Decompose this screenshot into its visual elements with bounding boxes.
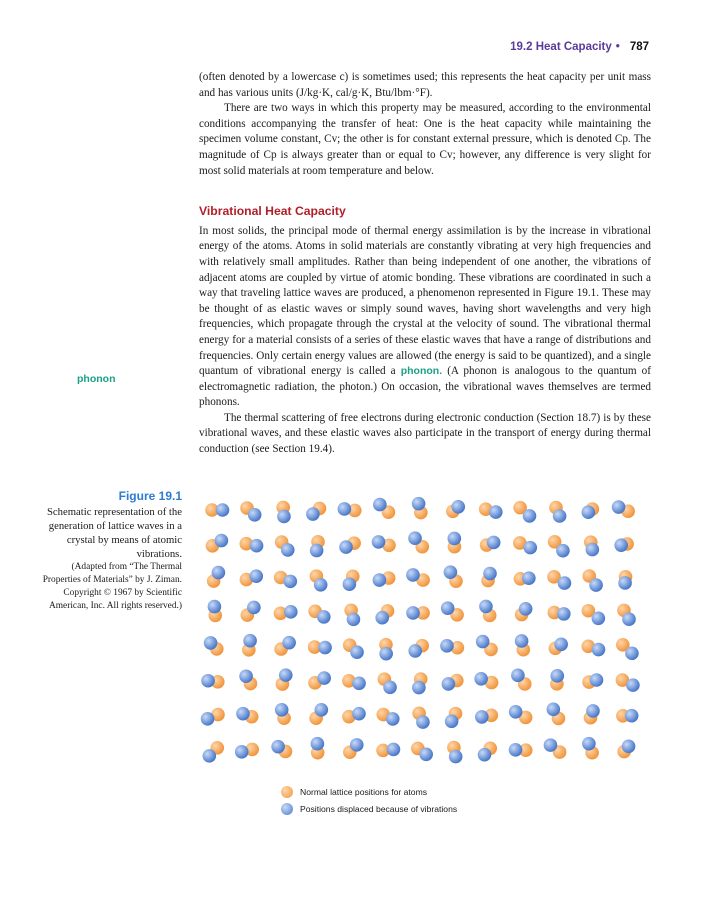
displaced-atom	[475, 710, 489, 724]
displaced-atom	[347, 613, 361, 627]
displaced-atom	[315, 703, 329, 717]
displaced-atom	[383, 680, 397, 694]
displaced-atom	[412, 497, 426, 511]
displaced-atom	[444, 565, 458, 579]
displaced-atom	[442, 677, 456, 691]
displaced-atom	[275, 703, 289, 717]
displaced-atom	[282, 636, 296, 650]
displaced-atom	[310, 544, 324, 558]
displaced-atom	[592, 643, 606, 657]
paragraph-3-part-a: In most solids, the principal mode of thermal energy assimilation is by the increase in vibrational energy of the atoms. Atoms in solid materials are constantly vibrating at very high frequencies and with relatively small amplitudes. Rather than being independent of one another, the vibrations of adjacent atoms are coupled by virtue of atomic bonding. These vibrations are coordinated in such a way that traveling lattice waves are produced, a phenomenon represented in Figure 19.1. These may be thought of as elastic waves or simply sound waves, having short wavelengths and very high frequencies, which propagate through the crystal at the velocity of sound. The vibrational thermal energy for a material consists of a series of these elastic waves that have a range of distributions and frequencies. Only certain energy values are allowed (the energy is said to be quantized), and a single quantum of vibrational energy is called a	[199, 224, 651, 378]
displaced-atom	[279, 668, 293, 682]
displaced-atom	[408, 644, 422, 658]
page-number: 787	[629, 41, 649, 53]
displaced-atom	[406, 606, 420, 620]
displaced-atom	[626, 678, 640, 692]
displaced-atom	[441, 601, 455, 615]
displaced-atom	[622, 740, 636, 754]
displaced-atom	[281, 543, 295, 557]
paragraph-2: There are two ways in which this property may be measured, according to the environmental conditions accompanying the transfer of heat: One is the heat capacity while maintaining the specimen volume constant, Cv; the other is for constant external pressure, which is denoted Cp. The magnitude of Cp is always greater than or equal to Cv; however, any difference is very slight for most solid materials at room temperature and below.	[199, 102, 651, 177]
displaced-atom	[590, 673, 604, 687]
displaced-atom	[216, 503, 230, 517]
displaced-atom	[243, 634, 257, 648]
legend-normal	[281, 786, 427, 798]
displaced-atom	[547, 703, 561, 717]
displaced-atom	[614, 538, 628, 552]
displaced-atom	[556, 544, 570, 558]
displaced-atom	[557, 607, 571, 621]
displaced-atom	[558, 576, 572, 590]
displaced-atom	[215, 534, 229, 548]
header-separator: •	[615, 41, 620, 53]
displaced-atom	[250, 539, 264, 553]
displaced-atom	[522, 571, 536, 585]
displaced-atom	[519, 602, 533, 616]
displaced-atom	[284, 605, 298, 619]
displaced-atom	[306, 507, 320, 521]
displaced-atom	[350, 738, 364, 752]
displaced-atom	[236, 707, 250, 721]
displaced-atom	[247, 601, 261, 615]
displaced-atom	[201, 674, 215, 688]
displaced-atom	[440, 639, 454, 653]
displaced-atom	[582, 505, 596, 519]
figure-credit: (Adapted from “The Thermal Properties of Materials” by J. Ziman. Copyright © 1967 by Scientific American, Inc. All rights reserved.)	[42, 562, 182, 611]
displaced-atom	[478, 748, 492, 762]
displaced-atom	[386, 712, 400, 726]
displaced-atom	[479, 600, 493, 614]
displaced-atom	[618, 576, 632, 590]
displaced-atom	[339, 540, 353, 554]
displaced-atom	[586, 543, 600, 557]
legend-normal-label: Normal lattice positions for atoms	[300, 787, 428, 797]
displaced-atom	[379, 647, 393, 661]
displaced-atom	[622, 612, 636, 626]
displaced-atom	[317, 671, 331, 685]
displaced-atom	[582, 737, 596, 751]
displaced-atom	[204, 636, 218, 650]
displaced-atom	[372, 535, 386, 549]
displaced-atom	[449, 750, 463, 764]
displaced-atom	[523, 541, 537, 555]
legend-displaced-label: Positions displaced because of vibrations	[300, 804, 458, 814]
displaced-atom	[553, 509, 567, 523]
displaced-atom	[419, 748, 433, 762]
displaced-atom	[589, 578, 603, 592]
displaced-atom	[343, 577, 357, 591]
displaced-atom	[612, 500, 626, 514]
figure-label: Figure 19.1	[118, 489, 182, 503]
displaced-atom	[284, 575, 298, 589]
displaced-atom	[249, 569, 263, 583]
displaced-atom	[489, 505, 503, 519]
displaced-atom	[271, 740, 285, 754]
paragraph-4: The thermal scattering of free electrons during electronic conduction (Section 18.7) is by these vibrational waves, and these elastic waves also participate in the transport of energy during thermal conduction (see Section 19.4).	[199, 411, 651, 456]
displaced-atom	[509, 705, 523, 719]
displaced-atom	[387, 743, 401, 757]
key-term-phonon: phonon.	[400, 365, 443, 378]
displaced-atom	[352, 676, 366, 690]
displaced-atom	[451, 500, 465, 514]
displaced-atom	[212, 566, 226, 580]
displaced-atom	[203, 749, 217, 763]
displaced-atom	[515, 634, 529, 648]
displaced-atom	[350, 645, 364, 659]
displaced-atom	[509, 743, 523, 757]
displaced-atom	[235, 745, 249, 759]
paragraph-3-part-b: (A phonon is analogous to the quantum of electromagnetic radiation, the photon.) On occasion, the vibrational waves themselves are termed phonons.	[199, 365, 652, 409]
displaced-atom	[318, 641, 332, 655]
displaced-atom	[445, 714, 459, 728]
displaced-atom	[625, 646, 639, 660]
displaced-atom	[311, 737, 325, 751]
displaced-atom	[277, 510, 291, 524]
displaced-atom	[625, 709, 639, 723]
displaced-atom	[373, 498, 387, 512]
section-heading: Vibrational Heat Capacity	[199, 204, 346, 219]
displaced-atom	[408, 531, 422, 545]
displaced-atom	[476, 635, 490, 649]
displaced-atom	[448, 532, 462, 546]
figure-caption-text: Schematic representation of the generation of lattice waves in a crystal by means of atomic vibrations.	[46, 506, 182, 560]
displaced-atom	[201, 712, 215, 726]
orange-circle-icon	[281, 786, 293, 798]
margin-glossary-term: phonon	[77, 373, 116, 385]
displaced-atom	[352, 707, 366, 721]
displaced-atom	[248, 508, 262, 522]
section-title: 19.2 Heat Capacity	[510, 41, 612, 53]
displaced-atom	[483, 567, 497, 581]
displaced-atom	[416, 715, 430, 729]
displaced-atom	[412, 681, 426, 695]
displaced-atom	[375, 611, 389, 625]
displaced-atom	[523, 509, 537, 523]
displaced-atom	[550, 669, 564, 683]
paragraph-1: (often denoted by a lowercase c) is sometimes used; this represents the heat capacity per unit mass and has various units (J/kg·K, cal/g·K, Btu/lbm·°F).	[199, 71, 651, 99]
displaced-atom	[474, 672, 488, 686]
displaced-atom	[554, 638, 568, 652]
displaced-atom	[592, 611, 606, 625]
displaced-atom	[487, 536, 501, 550]
displaced-atom	[314, 578, 328, 592]
displaced-atom	[317, 610, 331, 624]
displaced-atom	[511, 669, 525, 683]
displaced-atom	[373, 573, 387, 587]
displaced-atom	[586, 704, 600, 718]
displaced-atom	[406, 568, 420, 582]
blue-circle-icon	[281, 803, 293, 815]
displaced-atom	[544, 738, 558, 752]
displaced-atom	[239, 669, 253, 683]
legend-displaced	[281, 803, 457, 815]
displaced-atom	[208, 600, 222, 614]
displaced-atom	[338, 502, 352, 516]
